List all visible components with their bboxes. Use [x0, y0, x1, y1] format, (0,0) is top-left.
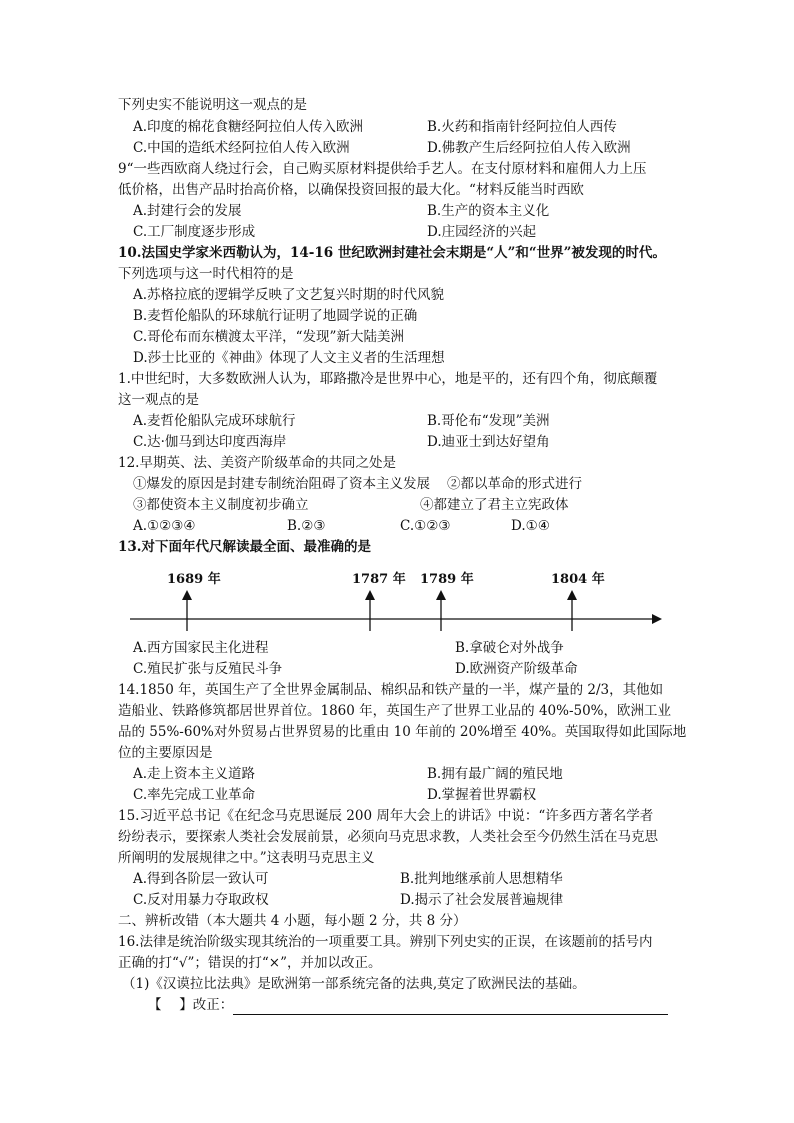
q8-option-c: C.中国的造纸术经阿拉伯人传入欧洲: [133, 140, 350, 156]
q9-stem-line1: 9“一些西欧商人绕过行会，自己购买原材料提供给手艺人。在支付原材料和雇佣人力上压: [118, 161, 647, 177]
q12-stem: 12.早期英、法、美资产阶级革命的共同之处是: [118, 455, 396, 471]
q10-option-b: B.麦哲伦船队的环球航行证明了地圆学说的正确: [133, 308, 418, 324]
q15-option-d: D.揭示了社会发展普遍规律: [400, 892, 564, 908]
q9-option-a: A.封建行会的发展: [133, 203, 242, 219]
q13-option-a: A.西方国家民主化进程: [133, 640, 269, 656]
q12-option-a: A.①②③④: [133, 518, 196, 534]
q14-option-b: B.拥有最广阔的殖民地: [427, 766, 563, 782]
q16-answer-row: [148, 995, 668, 1015]
q15-stem-line3: 所阐明的发展规律之中。”这表明马克思主义: [118, 850, 375, 866]
q14-stem-line3: 品的 55%-60%对外贸易占世界贸易的比重由 10 年前的 20%增至 40%。英国取得如此国际地: [118, 724, 687, 740]
q12-option-c: C.①②③: [400, 518, 451, 534]
q15-option-c: C.反对用暴力夺取政权: [133, 892, 269, 908]
timeline-marker-1689: [182, 590, 192, 631]
q9-option-d: D.庄园经济的兴起: [427, 224, 537, 240]
q14-option-c: C.率先完成工业革命: [133, 787, 256, 803]
q8-option-a: A.印度的棉花食糖经阿拉伯人传入欧洲: [133, 119, 364, 135]
q16-stem-line1: 16.法律是统治阶级实现其统治的一项重要工具。辨别下列史实的正误，在该题前的括号内: [118, 934, 653, 950]
q8-option-b: B.火药和指南针经阿拉伯人西传: [427, 119, 617, 135]
timeline-label-1804: 1804 年: [551, 572, 605, 587]
timeline-marker-1787: [365, 590, 375, 631]
q12-item3: ③都使资本主义制度初步确立: [133, 497, 309, 513]
q13-stem: 13.对下面年代尺解读最全面、最准确的是: [118, 539, 371, 555]
q9-option-c: C.工厂制度逐步形成: [133, 224, 256, 240]
q9-option-b: B.生产的资本主义化: [427, 203, 550, 219]
q14-stem-line1: 14.1850 年，英国生产了全世界金属制品、棉织品和铁产量的一半，煤产量的 2/3，其他如: [118, 682, 664, 698]
q8-stem: 下列史实不能说明这一观点的是: [118, 97, 307, 113]
q10-option-d: D.莎士比亚的《神曲》体现了人文主义者的生活理想: [133, 350, 445, 366]
section-heading: 二、辨析改错（本大题共 4 小题，每小题 2 分，共 8 分）: [118, 913, 467, 929]
q12-item1: ①爆发的原因是封建专制统治阻碍了资本主义发展: [133, 476, 430, 492]
timeline-marker-1789: [436, 590, 446, 631]
q12-option-d: D.①④: [511, 518, 550, 534]
timeline-label-1789: 1789 年: [420, 572, 474, 587]
q13-option-c: C.殖民扩张与反殖民斗争: [133, 661, 283, 677]
q10-stem-line1: 10.法国史学家米西勒认为，14-16 世纪欧洲封建社会末期是“人”和“世界”被发现的时代。: [118, 245, 666, 261]
q14-option-a: A.走上资本主义道路: [133, 766, 256, 782]
q12-option-b: B.②③: [287, 518, 326, 534]
q14-stem-line4: 位的主要原因是: [118, 745, 213, 761]
q11-option-c: C.达·伽马到达印度西海岸: [133, 434, 287, 450]
q10-option-c: C.哥伦布而东横渡太平洋，“发现”新大陆美洲: [133, 329, 404, 345]
q11-stem-line2: 这一观点的是: [118, 392, 199, 408]
timeline-marker-1804: [567, 590, 577, 631]
timeline-label-1689: 1689 年: [167, 572, 221, 587]
q9-stem-line2: 低价格，出售产品时抬高价格，以确保投资回报的最大化。“材料反能当时西欧: [118, 182, 584, 198]
q16-answer-line[interactable]: [233, 1000, 668, 1015]
q15-stem-line2: 纷纷表示，要探索人类社会发展前景，必须向马克思求教，人类社会至今仍然生活在马克思: [118, 829, 658, 845]
q16-bracket-label: 【 】改正：: [148, 997, 234, 1013]
q10-option-a: A.苏格拉底的逻辑学反映了文艺复兴时期的时代风貌: [133, 287, 445, 303]
q15-option-b: B.批判地继承前人思想精华: [400, 871, 563, 887]
q16-stem-line2: 正确的打“√”；错误的打“×”，并加以改正。: [118, 955, 382, 971]
q13-option-d: D.欧洲资产阶级革命: [455, 661, 578, 677]
timeline-label-1787: 1787 年: [352, 572, 406, 587]
q10-stem-line2: 下列选项与这一时代相符的是: [118, 266, 294, 282]
q16-sub1: （1)《汉谟拉比法典》是欧洲第一部系统完备的法典,莫定了欧洲民法的基础。: [122, 976, 586, 992]
q15-stem-line1: 15.习近平总书记《在纪念马克思诞辰 200 周年大会上的讲话》中说：“许多西方著名学者: [118, 808, 654, 824]
timeline-axis-arrow-icon: [652, 614, 662, 624]
q12-item4: ④都建立了君主立宪政体: [420, 497, 569, 513]
q11-stem-line1: 1.中世纪时，大多数欧洲人认为，耶路撒冷是世界中心，地是平的，还有四个角，彻底颠覆: [118, 371, 658, 387]
q14-stem-line2: 造船业、铁路修筑都居世界首位。1860 年，英国生产了世界工业品的 40%-50%，欧洲工业: [118, 703, 672, 719]
q8-option-d: D.佛教产生后经阿拉伯人传入欧洲: [427, 140, 631, 156]
q11-option-b: B.哥伦布“发现”美洲: [427, 413, 550, 429]
q13-option-b: B.拿破仑对外战争: [455, 640, 564, 656]
q12-item2: ②都以革命的形式进行: [447, 476, 582, 492]
q14-option-d: D.掌握着世界霸权: [427, 787, 537, 803]
q11-option-d: D.迪亚士到达好望角: [427, 434, 550, 450]
q11-option-a: A.麦哲伦船队完成环球航行: [133, 413, 296, 429]
q15-option-a: A.得到各阶层一致认可: [133, 871, 269, 887]
